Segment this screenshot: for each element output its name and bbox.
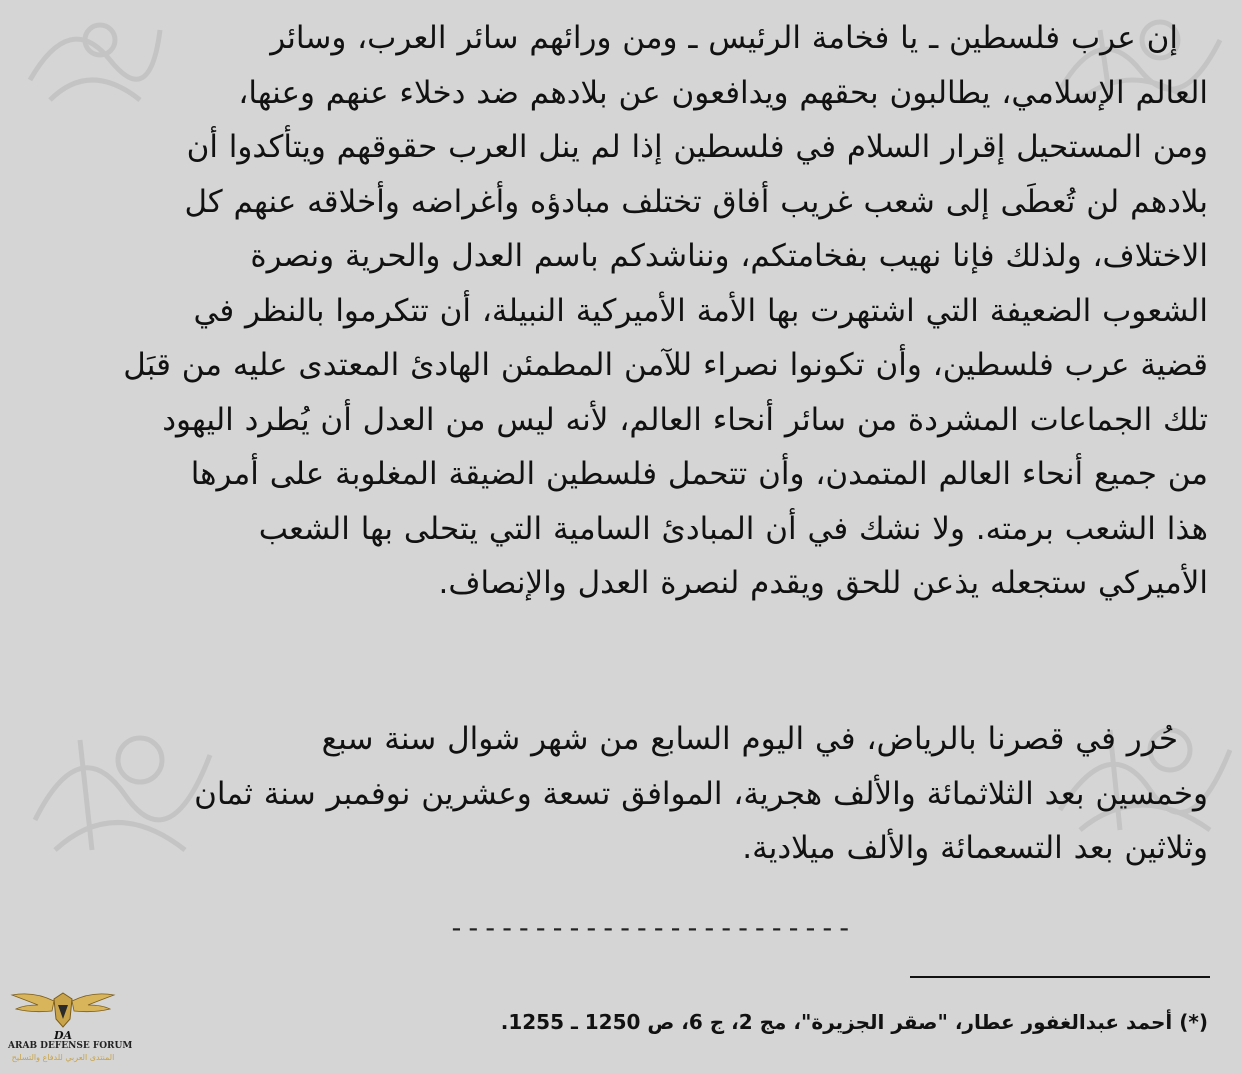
text-line: وخمسين بعد الثلاثمائة والألف هجرية، الموافق تسعة وعشرين نوفمبر سنة ثمان [194,775,1208,812]
footnote-rule [910,976,1210,978]
letter-paragraph-1 [33,11,1208,611]
logo-subtitle: المنتدى العربي للدفاع والتسليح [11,1053,115,1062]
text-line: إن عرب فلسطين ـ يا فخامة الرئيس ـ ومن ورائهم سائر العرب، وسائر [270,20,1178,56]
text-line: الأميركي ستجعله يذعن للحق ويقدم لنصرة العدل والإنصاف. [438,565,1208,601]
text-line: قضية عرب فلسطين، وأن تكونوا نصراء للآمن المطمئن الهادئ المعتدى عليه من قبَل [123,347,1208,383]
text-line: الشعوب الضعيفة التي اشتهرت بها الأمة الأميركية النبيلة، أن تتكرموا بالنظر في [193,292,1208,329]
text-line: ومن المستحيل إقرار السلام في فلسطين إذا لم ينل العرب حقوقهم ويتأكدوا أن [186,129,1208,165]
text-line: من جميع أنحاء العالم المتمدن، وأن تتحمل فلسطين الضيقة المغلوبة على أمرها [190,456,1208,492]
text-line: العالم الإسلامي، يطالبون بحقهم ويدافعون عن بلادهم ضد دخلاء عنهم وعنها، [238,74,1208,111]
logo-name: ARAB DEFENSE FORUM [8,1041,133,1051]
text-line: تلك الجماعات المشردة من سائر أنحاء العالم، لأنه ليس من العدل أن يُطرد اليهود [162,401,1208,438]
text-line: وثلاثين بعد التسعمائة والألف ميلادية. [742,830,1208,866]
forum-logo [8,985,133,1070]
text-line: الاختلاف، ولذلك فإنا نهيب بفخامتكم، ونناشدكم باسم العدل والحرية ونصرة [250,238,1208,274]
footnote: (*) أحمد عبدالغفور عطار، "صقر الجزيرة"، مج 2، ج 6، ص 1250 ـ 1255. [500,1010,1208,1034]
dashed-separator: ------------------------ [448,911,853,944]
text-line: بلادهم لن تُعطَى إلى شعب غريب أفاق تختلف مبادؤه وأغراضه وأخلاقه عنهم كل [184,183,1208,220]
letter-paragraph-2 [33,712,1208,876]
text-line: هذا الشعب برمته. ولا نشك في أن المبادئ السامية التي يتحلى بها الشعب [258,510,1208,547]
logo-initials: DA [53,1029,73,1042]
text-line: حُرر في قصرنا بالرياض، في اليوم السابع من شهر شوال سنة سبع [321,721,1178,757]
